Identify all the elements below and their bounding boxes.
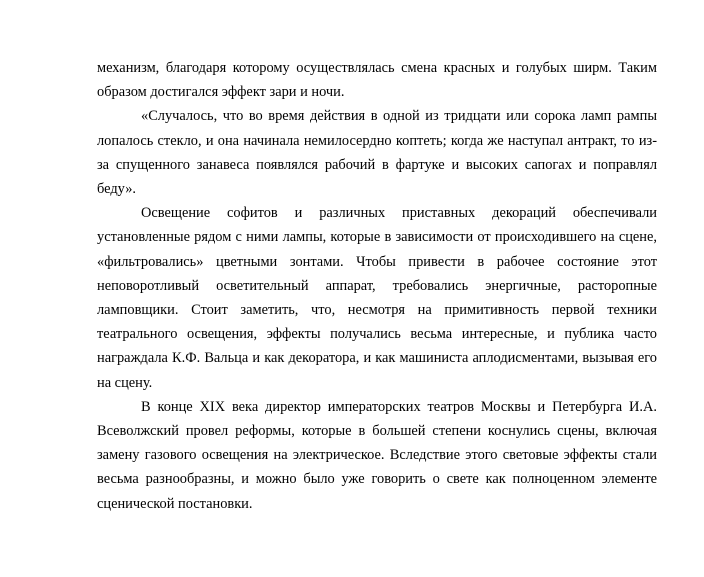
paragraph-continuation: механизм, благодаря которому осуществлялась смена красных и голубых ширм. Таким образом достигался эффект зари и ночи. xyxy=(97,60,657,101)
paragraph-reforms: В конце XIX века директор императорских театров Москвы и Петербурга И.А. Всеволжский провел реформы, которые в большей степени коснулись сцены, включая замену газового освещения на электрическое. Вследствие этого световые эффекты стали весьма разнообразны, и можно было уже говорить о свете как полноценном элементе сценической постановки. xyxy=(97,398,657,512)
document-page xyxy=(97,56,657,516)
paragraph-quote: «Случалось, что во время действия в одной из тридцати или сорока ламп рампы лопалось стекло, и она начинала немилосердно коптеть; когда же наступал антракт, то из-за спущенного занавеса появлялся рабочий в фартуке и высоких сапогах и поправлял беду». xyxy=(97,108,657,198)
paragraph-lighting: Освещение софитов и различных приставных декораций обеспечивали установленные рядом с ними лампы, которые в зависимости от происходившего на сцене, «фильтровались» цветными зонтами. Чтобы привести в рабочее состояние этот неповоротливый осветительный аппарат, требовались энергичные, расторопные ламповщики. Стоит заметить, что, несмотря на примитивность первой техники театрального освещения, эффекты получались весьма интересные, и публика часто награждала К.Ф. Вальца и как декоратора, и как машиниста аплодисментами, вызывая его на сцену. xyxy=(97,205,657,391)
